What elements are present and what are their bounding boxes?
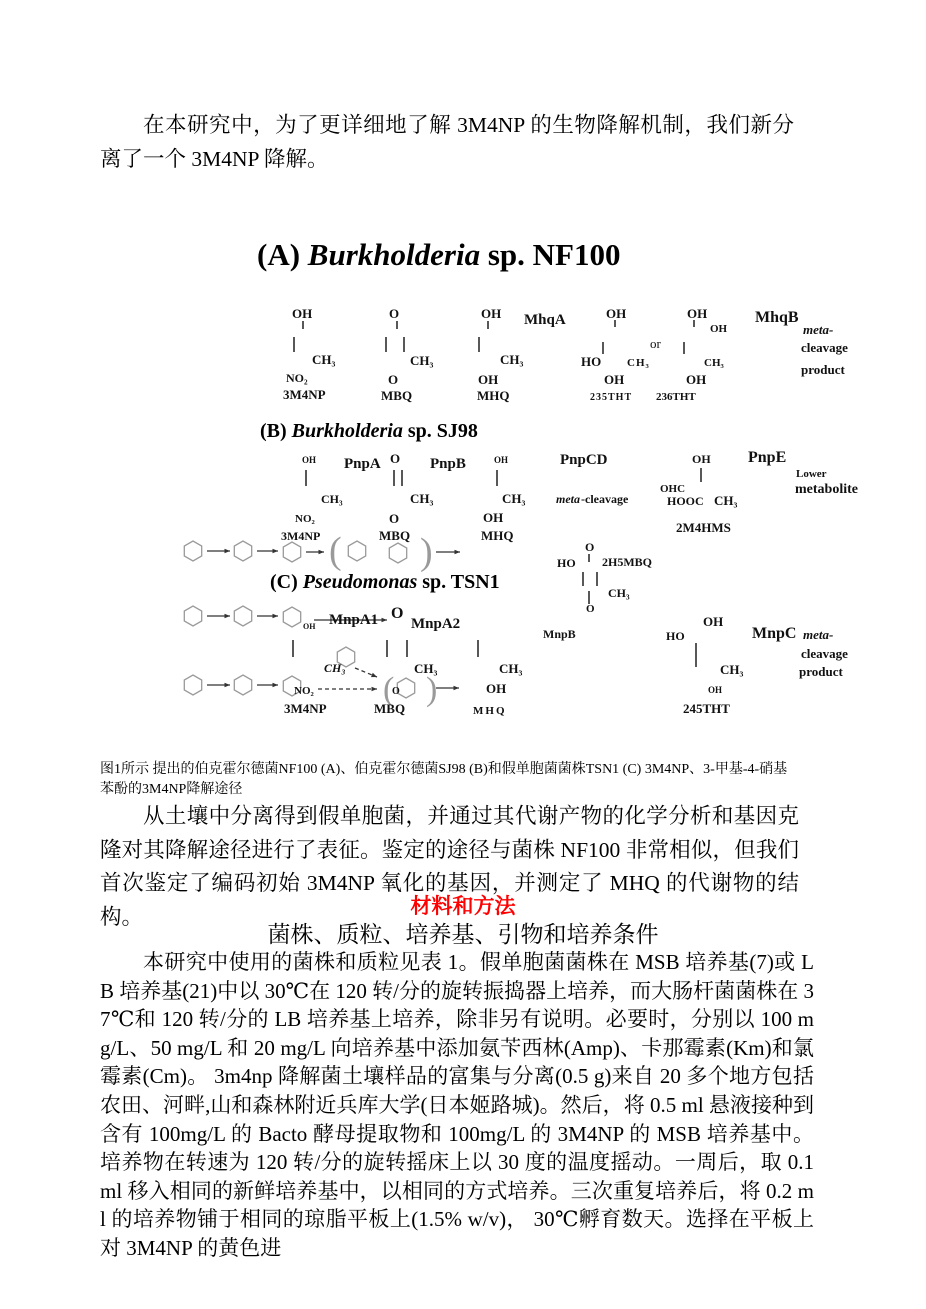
- figure-label: CH₃: [608, 586, 630, 600]
- benzene-ring-icon: [283, 542, 300, 562]
- arrow: [314, 618, 387, 623]
- figure-label: OH: [494, 455, 509, 465]
- figure-label: CH₃: [714, 493, 738, 508]
- figure-label: MHQ: [473, 705, 507, 717]
- figure-label: O: [585, 540, 595, 554]
- bracket: ): [426, 671, 438, 708]
- benzene-ring-icon: [348, 541, 365, 561]
- arrow: [257, 683, 278, 688]
- figure-label: HO: [581, 354, 602, 369]
- benzene-ring-icon: [283, 676, 300, 696]
- figure-label: O: [389, 511, 400, 526]
- figure-label: CH₃: [324, 661, 346, 675]
- figure-label: MnpC: [752, 625, 797, 642]
- figure-label: NO₂: [294, 685, 314, 697]
- paragraph-intro: 在本研究中，为了更详细地了解 3M4NP 的生物降解机制，我们新分离了一个 3M4NP 降解。: [100, 113, 794, 171]
- arrow: [257, 614, 278, 619]
- figure-label: OH: [703, 614, 724, 629]
- benzene-ring-icon: [184, 606, 201, 626]
- benzene-ring-icon: [184, 541, 201, 561]
- bracket: (: [329, 530, 342, 572]
- benzene-ring-icon: [337, 647, 354, 667]
- figure-label: CH₃: [410, 491, 434, 506]
- figure-label: OH: [303, 622, 316, 631]
- benzene-ring-icon: [234, 675, 251, 695]
- bracket: (: [383, 671, 395, 708]
- benzene-ring-icon: [397, 678, 414, 698]
- figure-label: O: [390, 451, 401, 466]
- figure-label: OH: [686, 372, 707, 387]
- figure-label: MBQ: [379, 528, 411, 543]
- figure-label: OH: [481, 306, 502, 321]
- figure-label: NO₂: [286, 371, 308, 385]
- figure-label: MnpB: [543, 627, 576, 641]
- figure-label: MnpA1: [329, 612, 379, 628]
- benzene-ring-icon: [184, 675, 201, 695]
- figure-label: meta-: [803, 627, 834, 642]
- figure-label: PnpE: [748, 449, 787, 466]
- figure-label: O: [391, 605, 404, 622]
- figure-label: 2M4HMS: [676, 520, 731, 535]
- figure-label: -cleavage: [581, 492, 629, 506]
- figure-label: CH₃: [502, 491, 526, 506]
- subsection-heading-strains: 菌株、质粒、培养基、引物和培养条件: [267, 922, 659, 947]
- figure-label: MBQ: [381, 388, 413, 403]
- figure-label: 2H5MBQ: [602, 555, 652, 569]
- arrow: [207, 614, 230, 619]
- figure-label: metabolite: [795, 482, 858, 497]
- figure-label: MBQ: [374, 701, 406, 716]
- figure-label: OH: [302, 455, 317, 465]
- figure-label: CH₃: [321, 492, 343, 506]
- figure-label: MHQ: [477, 388, 510, 403]
- figure-section-title: (A) Burkholderia sp. NF100: [257, 237, 621, 272]
- benzene-ring-icon: [234, 541, 251, 561]
- arrow: [207, 683, 230, 688]
- figure-label: cleavage: [801, 646, 848, 661]
- figure-label: OH: [292, 306, 313, 321]
- figure-section-title: (B) Burkholderia sp. SJ98: [260, 420, 478, 442]
- figure-label: 236THT: [656, 391, 696, 403]
- figure-label: CH₃: [410, 353, 434, 368]
- figure-label: MhqB: [755, 309, 799, 326]
- figure-label: O: [392, 686, 400, 697]
- figure-label: OH: [483, 510, 504, 525]
- figure-label: O: [586, 603, 595, 615]
- figure-label: meta-: [803, 322, 834, 337]
- figure-caption: 图1所示 提出的伯克霍尔德菌NF100 (A)、伯克霍尔德菌SJ98 (B)和假单胞菌菌株TSN1 (C) 3M4NP、3-甲基-4-硝基苯酚的3M4NP降解途径: [100, 762, 788, 797]
- figure-label: meta: [556, 492, 580, 506]
- figure-label: OH: [687, 306, 708, 321]
- arrow: [436, 550, 460, 555]
- figure-section-title: (C) Pseudomonas sp. TSN1: [270, 571, 500, 593]
- figure-label: HO: [557, 556, 576, 570]
- figure-label: O: [388, 372, 399, 387]
- figure-label: OH: [606, 306, 627, 321]
- figure-label: product: [799, 664, 843, 679]
- figure-label: CH₃: [312, 352, 336, 367]
- benzene-ring-icon: [389, 543, 406, 563]
- figure-label: OH: [710, 323, 728, 335]
- figure-label: MnpA2: [411, 616, 461, 632]
- figure-label: OH: [708, 685, 723, 695]
- figure-label: OHC: [660, 483, 686, 495]
- figure-label: 245THT: [683, 701, 730, 716]
- dashed-arrow: [355, 668, 377, 677]
- figure-label: MhqA: [524, 312, 566, 328]
- figure-label: 3M4NP: [283, 387, 326, 402]
- bracket: ): [420, 531, 433, 573]
- arrow: [436, 686, 459, 691]
- figure-label: CH₃: [627, 357, 650, 369]
- figure-label: O: [389, 306, 400, 321]
- figure-label: Lower: [796, 468, 827, 480]
- figure-label: CH₃: [704, 357, 724, 369]
- benzene-ring-icon: [234, 606, 251, 626]
- figure-label: CH₃: [720, 662, 744, 677]
- figure-label: HO: [666, 629, 685, 643]
- figure-label: NO₂: [295, 513, 315, 525]
- figure-label: 3M4NP: [281, 529, 321, 543]
- figure-label: OH: [478, 372, 499, 387]
- dashed-arrow: [318, 687, 377, 692]
- figure-label: or: [650, 336, 661, 351]
- benzene-ring-icon: [283, 607, 300, 627]
- figure-label: PnpA: [344, 456, 381, 472]
- figure-label: OH: [604, 372, 625, 387]
- figure-label: HOOC: [667, 494, 704, 508]
- figure-label: product: [801, 362, 845, 377]
- figure-label: CH₃: [499, 661, 523, 676]
- figure-label: PnpCD: [560, 452, 608, 468]
- arrow: [306, 550, 324, 555]
- figure-label: cleavage: [801, 340, 848, 355]
- figure-label: PnpB: [430, 456, 466, 472]
- figure-label: OH: [692, 452, 711, 466]
- figure-label: 235THT: [590, 392, 633, 403]
- figure-label: OH: [486, 681, 507, 696]
- figure-label: MHQ: [481, 528, 514, 543]
- paragraph-methods: 本研究中使用的菌株和质粒见表 1。假单胞菌菌株在 MSB 培养基(7)或 LB 培养基(21)中以 30℃在 120 转/分的旋转振捣器上培养，而大肠杆菌菌株在 37℃和 120 转/分的 LB 培养基上培养，除非另有说明。必要时，分别以 100 mg/L、50 mg/L 和 20 mg/L 向培养基中添加氨苄西林(Amp)、卡那霉素(Km)和氯霉素(Cm)。 3m4np 降解菌土壤样品的富集与分离(0.5 g)来自 20 多个地方包括农田、河畔,山和森林附近兵库大学(日本姬路城)。然后，将 0.5 ml 悬液接种到含有 100mg/L 的 Bacto 酵母提取物和 100mg/L 的 3M4NP 的 MSB 培养基中。培养物在转速为 120 转/分的旋转摇床上以 30 度的温度摇动。一周后，取 0.1 ml 移入相同的新鲜培养基中，以相同的方式培养。三次重复培养后，将 0.2 ml 的培养物铺于相同的琼脂平板上(1.5% w/v)， 30℃孵育数天。选择在平板上对 3M4NP 的黄色进: [100, 950, 814, 1260]
- paragraph-isolation: 从土壤中分离得到假单胞菌，并通过其代谢产物的化学分析和基因克隆对其降解途径进行了表征。鉴定的途径与菌株 NF100 非常相似，但我们首次鉴定了编码初始 3M4NP 氧化的基因，并测定了 MHQ 的代谢物的结构。: [100, 804, 799, 929]
- section-heading-materials-methods: 材料和方法: [410, 894, 516, 918]
- figure-label: 3M4NP: [284, 701, 327, 716]
- figure-label: CH₃: [414, 661, 438, 676]
- arrow: [207, 549, 230, 554]
- figure-label: CH₃: [500, 352, 524, 367]
- arrow: [257, 549, 278, 554]
